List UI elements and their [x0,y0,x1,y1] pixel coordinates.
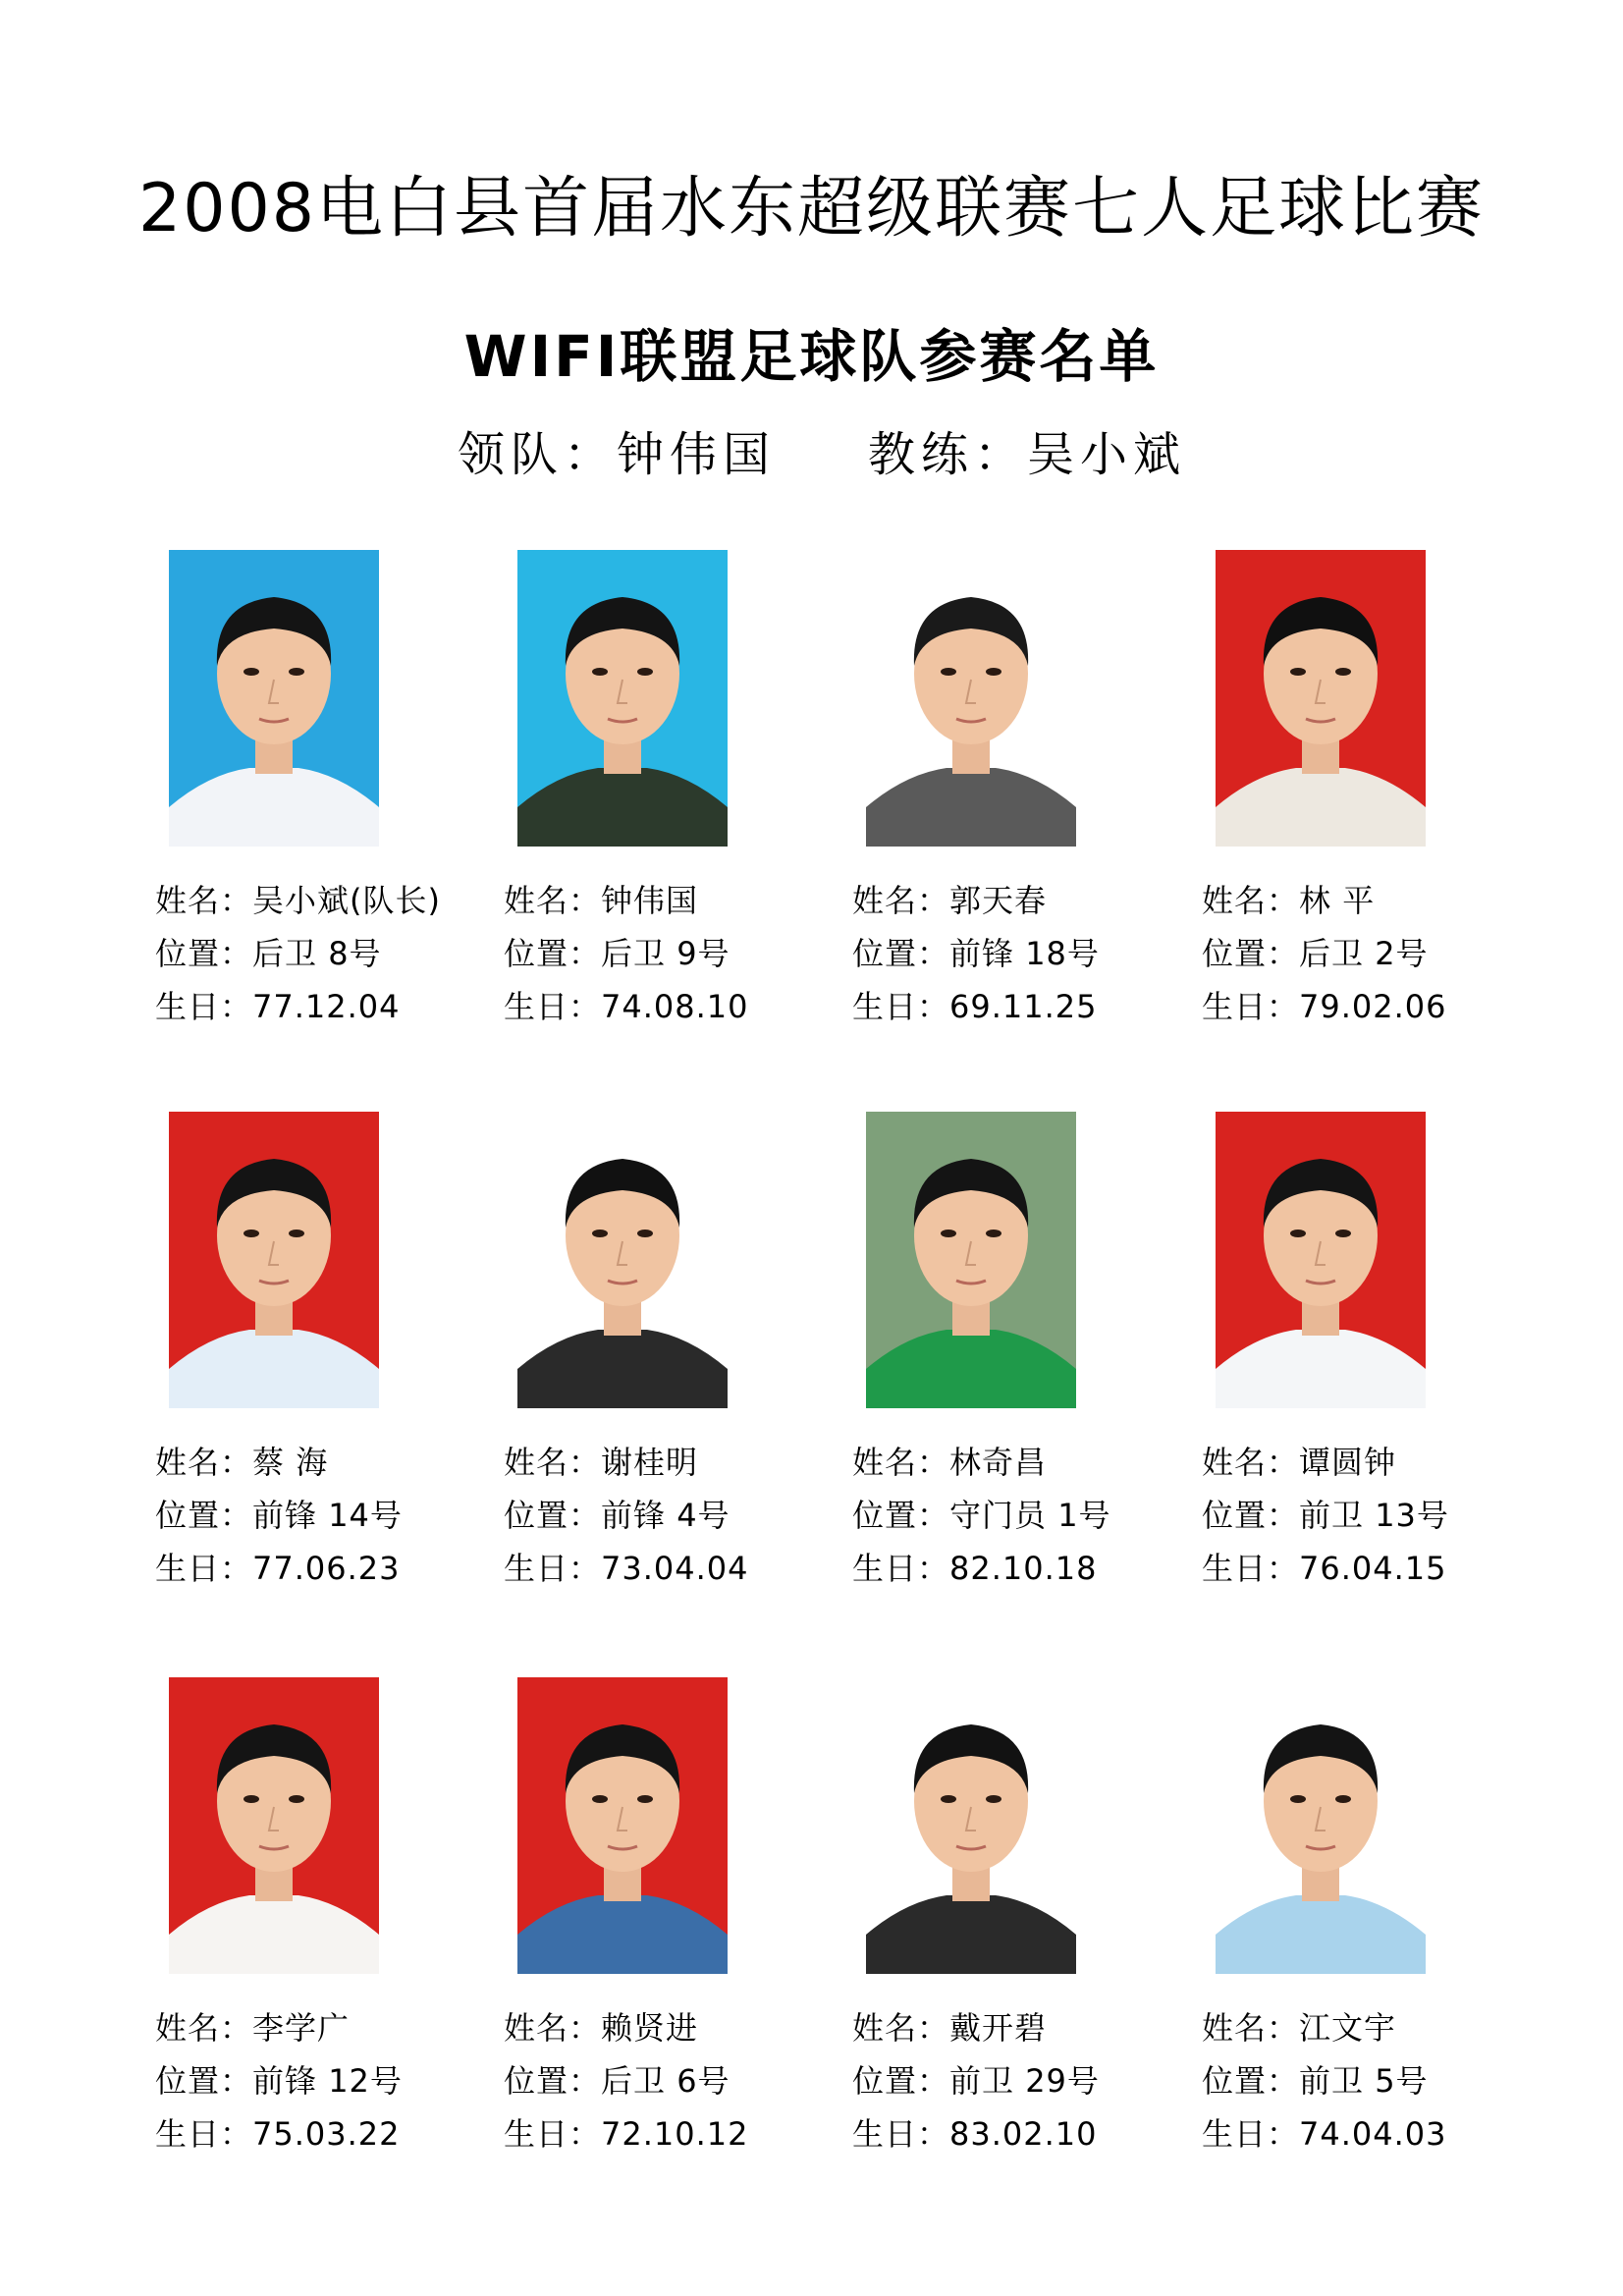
player-name-line [155,1436,450,1489]
player-birthday-line [1202,2107,1496,2160]
player-birthday-line [155,2107,450,2160]
player-position-label: 位置： [155,935,253,972]
player-position-line [1202,927,1496,980]
page-title: 2008电白县首届水东超级联赛七人足球比赛 [137,170,1486,247]
player-name-label: 姓名： [852,882,950,919]
player-birthday-label: 生日： [852,988,950,1025]
player-name: 林奇昌 [949,1444,1048,1481]
player-birthday-label: 生日： [155,988,253,1025]
player-position: 前卫 5号 [1299,2062,1429,2100]
player-photo [866,1112,1076,1408]
player-name: 戴开碧 [949,2009,1048,2047]
team-coach [868,416,1186,484]
player-birthday: 74.08.10 [601,988,749,1025]
player-position-line [504,1489,798,1542]
player-birthday-label: 生日： [504,2115,602,2153]
player-birthday-label: 生日： [504,988,602,1025]
coach-label: 教练： [868,427,1028,482]
player-photo [517,1677,728,1974]
player-birthday-label: 生日： [1202,988,1300,1025]
player-position-label: 位置： [1202,1497,1300,1534]
player-name: 谭圆钟 [1299,1444,1397,1481]
player-position-line [852,927,1147,980]
player-birthday: 72.10.12 [601,2115,749,2153]
player-name: 赖贤进 [601,2009,699,2047]
player-birthday-line [852,980,1147,1033]
player-birthday-line [155,1542,450,1595]
player-name-label: 姓名： [852,1444,950,1481]
player-name: 江文宇 [1299,2009,1397,2047]
player-birthday-line [155,980,450,1033]
player-name: 林 平 [1299,882,1376,919]
player-photo [1216,1112,1426,1408]
leader-label: 领队： [458,427,618,482]
player-position: 后卫 8号 [252,935,382,972]
player-position-label: 位置： [504,1497,602,1534]
player-photo [169,1112,379,1408]
player-position-label: 位置： [1202,2062,1300,2100]
player-name-label: 姓名： [1202,1444,1300,1481]
player-name-line [504,874,798,927]
player-photo [866,550,1076,847]
player-position-line [852,1489,1147,1542]
player-position: 前锋 18号 [949,935,1100,972]
player-info [1202,1436,1496,1595]
player-info [1202,2001,1496,2160]
player-position: 前锋 4号 [601,1497,730,1534]
player-info [155,874,450,1033]
player-position-label: 位置： [852,2062,950,2100]
player-birthday: 77.06.23 [252,1550,401,1587]
player-birthday: 74.04.03 [1299,2115,1447,2153]
player-info [1202,874,1496,1033]
player-position: 前锋 12号 [252,2062,403,2100]
player-birthday-line [852,2107,1147,2160]
player-position-label: 位置： [852,935,950,972]
player-info [852,2001,1147,2160]
player-position-label: 位置： [155,2062,253,2100]
player-photo [169,550,379,847]
player-name-line [1202,2001,1496,2054]
player-name-line [852,2001,1147,2054]
player-birthday-label: 生日： [155,2115,253,2153]
player-position-label: 位置： [852,1497,950,1534]
player-name-label: 姓名： [504,1444,602,1481]
player-info [504,874,798,1033]
player-name: 钟伟国 [601,882,699,919]
player-birthday: 73.04.04 [601,1550,749,1587]
player-name-label: 姓名： [504,2009,602,2047]
player-position-line [155,1489,450,1542]
player-name-label: 姓名： [155,2009,253,2047]
player-position-line [1202,2054,1496,2107]
player-name-line [1202,874,1496,927]
player-info [504,1436,798,1595]
player-birthday: 75.03.22 [252,2115,401,2153]
coach-name: 吴小斌 [1027,427,1187,482]
player-birthday: 82.10.18 [949,1550,1098,1587]
player-position-line [155,2054,450,2107]
player-name-line [504,1436,798,1489]
player-name: 李学广 [252,2009,351,2047]
player-position: 后卫 2号 [1299,935,1429,972]
player-position-line [1202,1489,1496,1542]
player-name-label: 姓名： [155,882,253,919]
player-birthday: 69.11.25 [949,988,1098,1025]
player-birthday-line [504,1542,798,1595]
player-photo [1216,1677,1426,1974]
player-birthday-label: 生日： [155,1550,253,1587]
player-info [155,2001,450,2160]
player-name-line [852,1436,1147,1489]
player-birthday: 83.02.10 [949,2115,1098,2153]
player-name-label: 姓名： [852,2009,950,2047]
player-position-label: 位置： [504,935,602,972]
player-position: 后卫 6号 [601,2062,730,2100]
player-birthday-label: 生日： [1202,1550,1300,1587]
player-photo [169,1677,379,1974]
roster-subtitle: WIFI联盟足球队参赛名单 [463,323,1160,390]
player-name-label: 姓名： [1202,882,1300,919]
leader-name: 钟伟国 [617,427,777,482]
player-photo [866,1677,1076,1974]
player-position: 前锋 14号 [252,1497,403,1534]
player-birthday-line [504,980,798,1033]
player-position-label: 位置： [1202,935,1300,972]
player-info [155,1436,450,1595]
player-position-label: 位置： [155,1497,253,1534]
player-name-label: 姓名： [504,882,602,919]
player-name-line [504,2001,798,2054]
player-name: 谢桂明 [601,1444,699,1481]
player-birthday-label: 生日： [1202,2115,1300,2153]
player-birthday: 76.04.15 [1299,1550,1447,1587]
player-birthday: 77.12.04 [252,988,401,1025]
team-leader [458,416,776,484]
player-photo [1216,550,1426,847]
player-position: 前卫 13号 [1299,1497,1449,1534]
player-name: 蔡 海 [252,1444,329,1481]
player-birthday-line [852,1542,1147,1595]
player-birthday-line [504,2107,798,2160]
player-position-line [155,927,450,980]
player-photo [517,1112,728,1408]
player-birthday-label: 生日： [504,1550,602,1587]
player-birthday-label: 生日： [852,2115,950,2153]
player-position-label: 位置： [504,2062,602,2100]
player-birthday-label: 生日： [852,1550,950,1587]
player-name-line [852,874,1147,927]
staff-line [0,416,1623,485]
player-name-line [1202,1436,1496,1489]
player-birthday: 79.02.06 [1299,988,1447,1025]
player-name-label: 姓名： [155,1444,253,1481]
player-name: 吴小斌(队长) [252,882,441,919]
player-photo [517,550,728,847]
player-position: 前卫 29号 [949,2062,1100,2100]
player-position: 后卫 9号 [601,935,730,972]
player-position-line [504,927,798,980]
player-birthday-line [1202,980,1496,1033]
player-name: 郭天春 [949,882,1048,919]
player-info [852,1436,1147,1595]
player-name-line [155,2001,450,2054]
player-name-label: 姓名： [1202,2009,1300,2047]
player-birthday-line [1202,1542,1496,1595]
player-info [852,874,1147,1033]
player-info [504,2001,798,2160]
player-name-line [155,874,450,927]
player-position-line [852,2054,1147,2107]
player-position: 守门员 1号 [949,1497,1111,1534]
player-position-line [504,2054,798,2107]
